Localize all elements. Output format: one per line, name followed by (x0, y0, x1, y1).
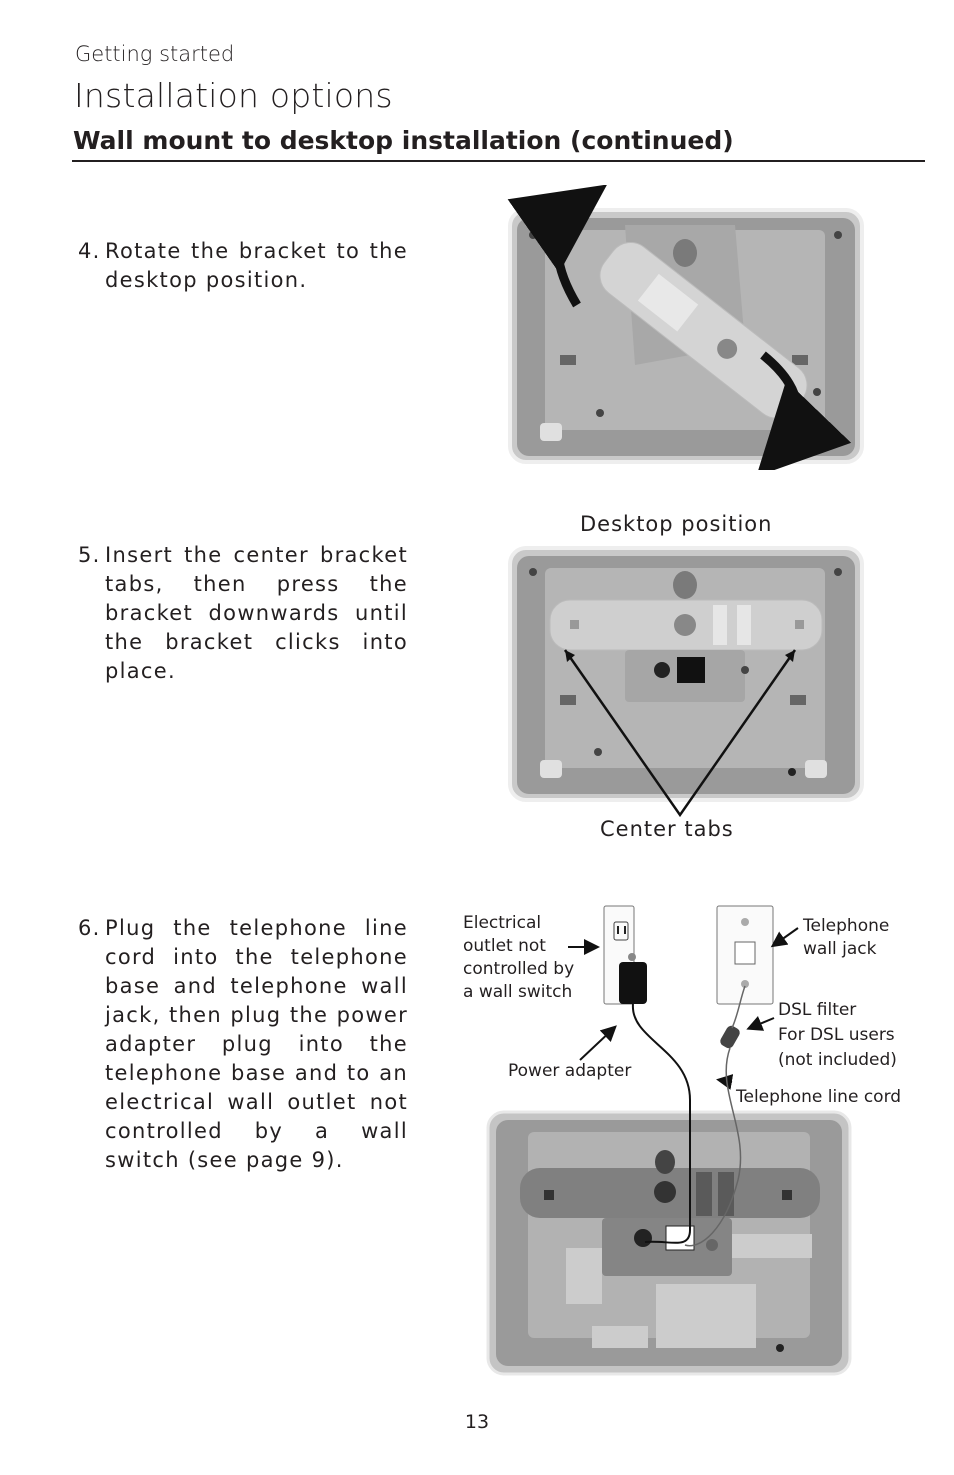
page-title: Installation options (74, 76, 393, 115)
step-text: Rotate the bracket to the desktop position. (105, 239, 408, 292)
electrical-outlet-label: Electrical outlet not controlled by a wall switch (463, 913, 575, 1002)
section-label: Getting started (75, 42, 235, 66)
title-rule (72, 160, 925, 162)
step-text: Insert the center bracket tabs, then press the bracket downwards until the bracket clicks into place. (105, 543, 408, 683)
section-subtitle: Wall mount to desktop installation (continued) (73, 126, 734, 155)
step-4 (78, 237, 408, 295)
telephone-jack-label: Telephone wall jack (803, 916, 890, 959)
step-number: 6. (78, 916, 101, 940)
page-number: 13 (464, 1411, 490, 1433)
step-text: Plug the telephone line cord into the telephone base and telephone wall jack, then plug the power adapter plug into the telephone base and to an electrical wall outlet not controlled by a wall switch (see page 9). (105, 916, 408, 1172)
desktop-position-figure (505, 540, 870, 840)
power-adapter-label: Power adapter (508, 1061, 632, 1081)
step-number: 4. (78, 239, 101, 263)
connection-diagram (480, 900, 860, 1380)
line-cord-label: Telephone line cord (736, 1087, 902, 1107)
step-5 (78, 541, 408, 686)
step-number: 5. (78, 543, 101, 567)
step-6 (78, 914, 408, 1175)
dsl-filter-label: DSL filter For DSL users (not included) (778, 1000, 897, 1070)
desktop-position-caption: Desktop position (580, 512, 773, 536)
center-tabs-caption: Center tabs (600, 817, 734, 841)
rotate-bracket-figure (505, 185, 870, 470)
